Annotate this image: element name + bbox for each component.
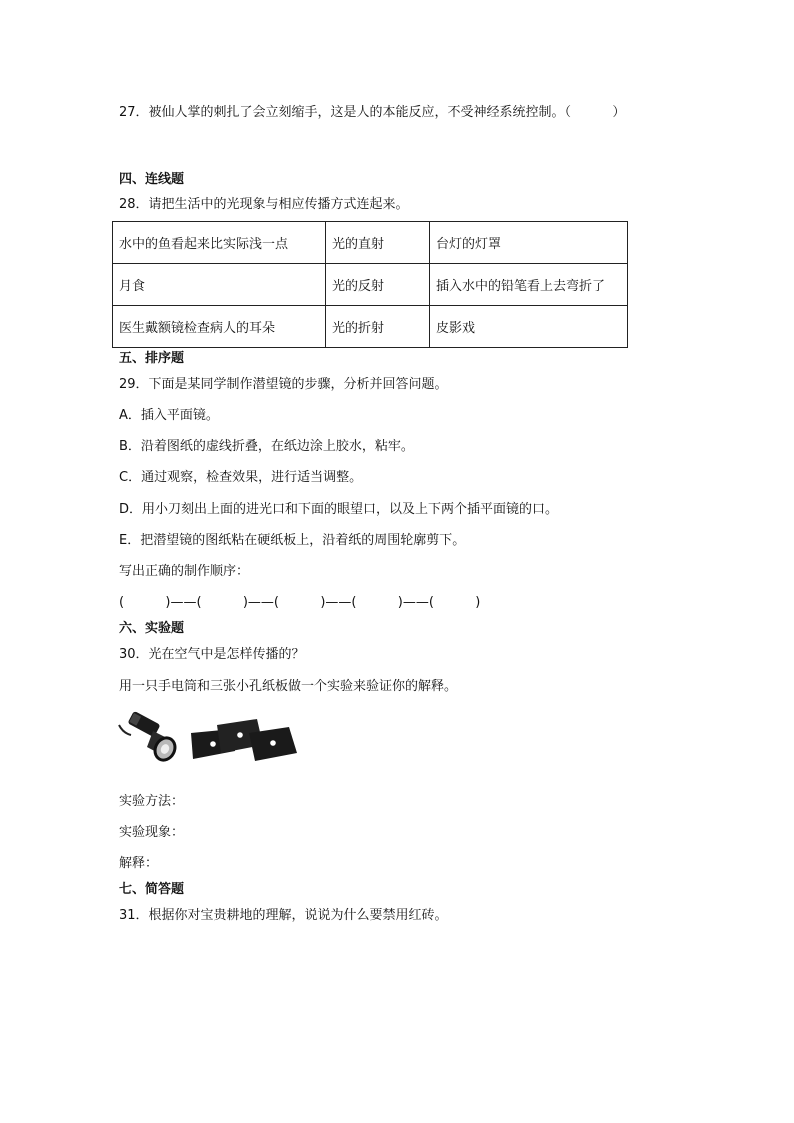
table-cell: 医生戴额镜检查病人的耳朵 (113, 306, 326, 348)
table-cell: 插入水中的铅笔看上去弯折了 (430, 264, 628, 306)
table-cell: 皮影戏 (430, 306, 628, 348)
section-heading-ordering: 五、排序题 (119, 351, 185, 366)
table-row (113, 222, 628, 264)
table-cell: 水中的鱼看起来比实际浅一点 (113, 222, 326, 264)
option-b: B．沿着图纸的虚线折叠，在纸边涂上胶水，粘牢。 (119, 439, 414, 454)
question-27: 27．被仙人掌的刺扎了会立刻缩手，这是人的本能反应，不受神经系统控制。（ ） (119, 105, 626, 120)
question-29-prompt: 29．下面是某同学制作潜望镜的步骤，分析并回答问题。 (119, 377, 448, 392)
option-d: D．用小刀刻出上面的进光口和下面的眼望口，以及上下两个插平面镜的口。 (119, 502, 559, 517)
order-answer-slots[interactable]: ( )——( )——( )——( )——( ) (119, 595, 481, 610)
experiment-phenomenon-label: 实验现象： (119, 825, 185, 840)
table-cell: 光的反射 (326, 264, 430, 306)
table-row (113, 306, 628, 348)
experiment-explanation-label: 解释： (119, 856, 159, 871)
pinhole-card-icon (249, 727, 297, 761)
order-label: 写出正确的制作顺序： (119, 564, 250, 579)
table-cell: 台灯的灯罩 (430, 222, 628, 264)
experiment-method-label: 实验方法： (119, 794, 185, 809)
table-cell: 光的直射 (326, 222, 430, 264)
section-heading-short-answer: 七、简答题 (119, 882, 185, 897)
table-row (113, 264, 628, 306)
question-28-prompt: 28．请把生活中的光现象与相应传播方式连起来。 (119, 197, 409, 212)
question-31: 31．根据你对宝贵耕地的理解，说说为什么要禁用红砖。 (119, 908, 448, 923)
option-c: C．通过观察，检查效果，进行适当调整。 (119, 470, 363, 485)
section-heading-matching: 四、连线题 (119, 172, 185, 187)
question-30-instruction: 用一只手电筒和三张小孔纸板做一个实验来验证你的解释。 (119, 679, 458, 694)
option-a: A．插入平面镜。 (119, 408, 219, 423)
section-heading-experiment: 六、实验题 (119, 621, 185, 636)
matching-table (112, 221, 628, 348)
option-e: E．把潜望镜的图纸粘在硬纸板上，沿着纸的周围轮廓剪下。 (119, 533, 466, 548)
flashlight-icon (119, 711, 181, 765)
question-30-prompt: 30．光在空气中是怎样传播的？ (119, 647, 305, 662)
table-cell: 月食 (113, 264, 326, 306)
table-cell: 光的折射 (326, 306, 430, 348)
flashlight-and-cards-image (117, 711, 299, 765)
